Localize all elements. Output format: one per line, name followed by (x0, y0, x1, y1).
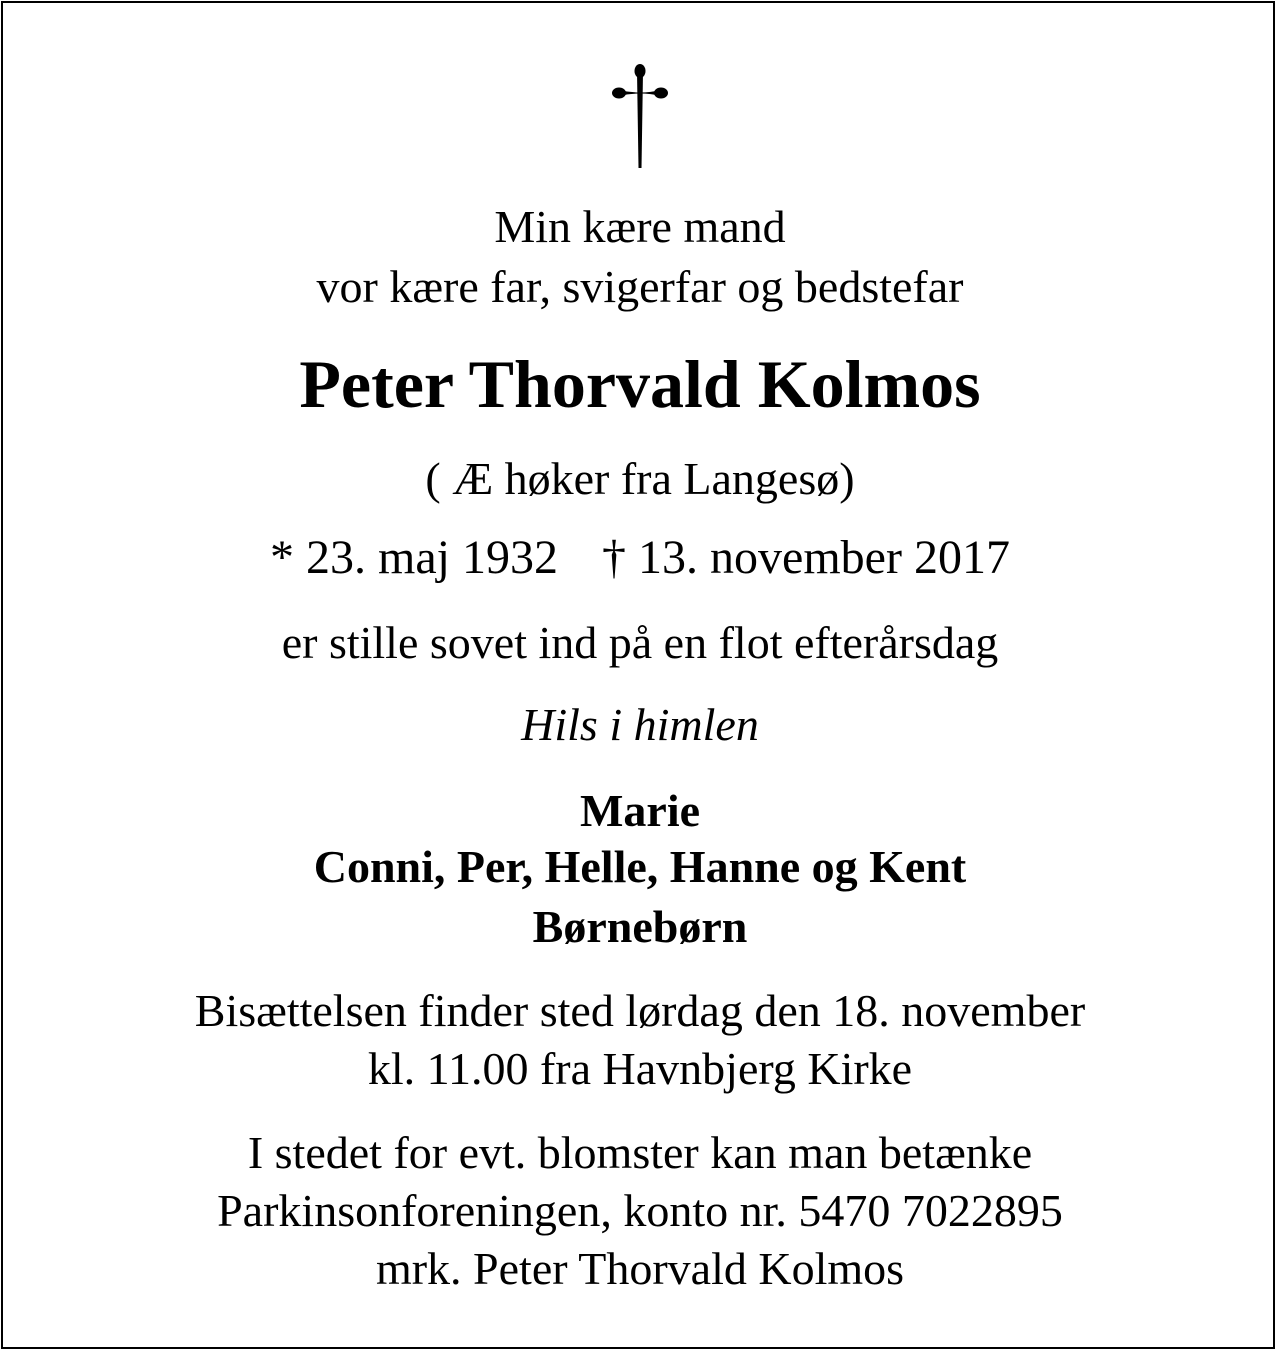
family-line-3: Børnebørn (532, 901, 748, 952)
life-dates (0, 531, 1280, 584)
cross-icon (612, 64, 668, 170)
intro-line-1: Min kære mand (494, 201, 786, 252)
passing-text: er stille sovet ind på en flot efterårsdag (281, 617, 999, 668)
donation-line-2: Parkinsonforeningen, konto nr. 5470 7022895 (217, 1185, 1063, 1236)
birth-date: * 23. maj 1932 (270, 531, 559, 584)
nickname: ( Æ høker fra Langesø) (425, 453, 855, 504)
farewell-text: Hils i himlen (521, 699, 759, 750)
death-date: † 13. november 2017 (602, 531, 1010, 584)
ceremony-line-1: Bisættelsen finder sted lørdag den 18. november (194, 985, 1086, 1036)
intro-line-2: vor kære far, svigerfar og bedstefar (316, 261, 964, 312)
family-line-1: Marie (579, 785, 701, 836)
donation-line-3: mrk. Peter Thorvald Kolmos (375, 1243, 905, 1294)
ceremony-line-2: kl. 11.00 fra Havnbjerg Kirke (367, 1043, 913, 1094)
donation-line-1: I stedet for evt. blomster kan man betænke (247, 1127, 1033, 1178)
deceased-name: Peter Thorvald Kolmos (299, 346, 981, 422)
family-line-2: Conni, Per, Helle, Hanne og Kent (313, 841, 967, 892)
